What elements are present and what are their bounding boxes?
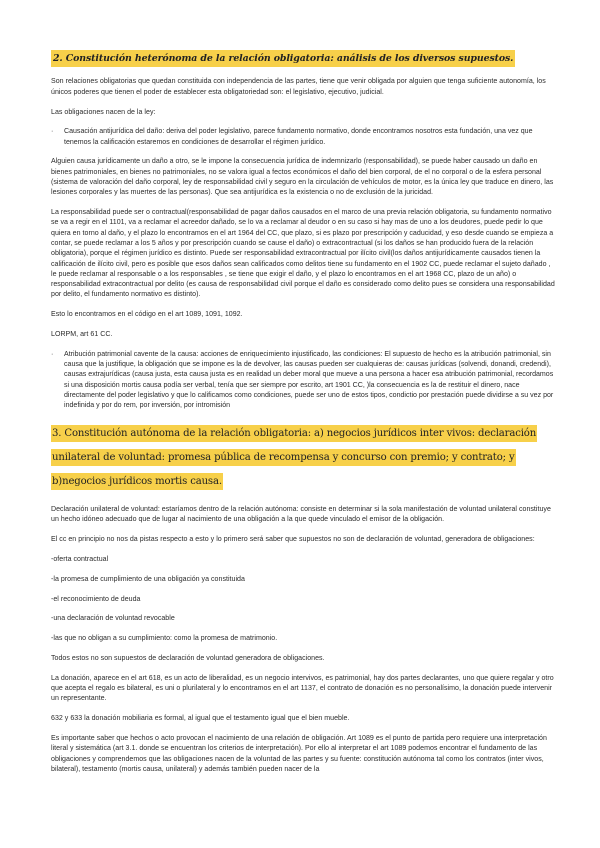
paragraph: -una declaración de voluntad revocable <box>51 615 175 623</box>
paragraph: Alguien causa jurídicamente un daño a otro, se le impone la consecuencia jurídica de indemnizarlo (responsabilidad), se puede haber causado un daño en bienes patrimoniales, en bienes no patrimoniales, no se valora igual a fectos económicos el daño del bien corporal, de el no corporal o de la esfera personal (sistema de valoración del daño corporal, ley de responsabilidad civil y seguro en la circulación de vehículos de motor, es la única ley que traduce en dinero, las lesiones corporales y las muertes de las personas). Que sea antijurídica es la existencia o no de exclusión de la juricidad. <box>51 158 554 197</box>
bullet-mark: · <box>51 128 54 136</box>
paragraph: Es importante saber que hechos o acto provocan el nacimiento de una relación de obligación. Art 1089 es el punto de partida pero requiere una interpretación literal y sistemática (art 3.1. donde se encuentran los criterios de interpretación). Por ello al interpretar el art 1089 podemos encontrar el fundamento de las obligaciones y comprendemos que las obligaciones nacen de la voluntad de las partes y su fuente: constitución autónoma tal como los contratos (inter vivos, bilateral), testamento (mortis causa, unilateral) y además también pueden nacer de la <box>51 734 547 773</box>
paragraph: Todos estos no son supuestos de declaración de voluntad generadora de obligaciones. <box>51 655 325 662</box>
paragraph: LORPM, art 61 CC. <box>51 331 113 339</box>
section-3-heading-wrap <box>51 421 556 493</box>
list-item-text: Causación antijurídica del daño: deriva del poder legislativo, parece fundamento normativo, donde encontramos nosotros esta fundación, una vez que tenemos la calificación estaremos en condiciones de desarrollar el régimen jurídico. <box>64 128 533 146</box>
paragraph: -el reconocimiento de deuda <box>51 595 141 603</box>
bullet-mark: · <box>51 350 54 358</box>
section-2-heading: 2. Constitución heterónoma de la relación obligatoria: análisis de los diversos supuestos. <box>51 50 515 67</box>
section-3-heading: 3. Constitución autónoma de la relación obligatoria: a) negocios jurídicos inter vivos: declaración unilateral de voluntad: promesa pública de recompensa y concurso con premio; y contrato; y b)negocios jurídicos mortis causa. <box>51 425 537 490</box>
paragraph: Esto lo encontramos en el código en el art 1089, 1091, 1092. <box>51 311 243 319</box>
paragraph: El cc en principio no nos da pistas respecto a esto y lo primero será saber que supuestos no son de declaración de voluntad, generadora de obligaciones: <box>51 536 535 544</box>
paragraph: Las obligaciones nacen de la ley: <box>51 108 156 116</box>
paragraph: Son relaciones obligatorias que quedan constituida con independencia de las partes, tiene que venir obligada por alguien que tenga suficiente autonomía, los únicos poderes que tienen el poder de establecer esta obligatoriedad son: el legislativo, ejecutivo, judicial. <box>51 78 546 96</box>
document-body <box>51 52 556 785</box>
list-item-text: Atribución patrimonial cavente de la causa: acciones de enriquecimiento injustificado, las condiciones: El supuesto de hecho es la atribución patrimonial, sin causa que la justifique, la obligación que se impone es la de devolver, las causas pueden ser cualquieras de: causas jurídicas (solvendi, donandi, credendi), causas extrajurídicas (causa justa, esta causa justa es en realidad un deber moral que mueve a una persona a hacer esa atribución patrimonial, recordamos si una disposición mortis causa podía ser verbal, tenía que ser siempre por escrito, art 1901 CC, )la consecuencia es la de restituir el dinero, nace directamente del poder legislativo y que lo calificamos como condiciones, puede ser uno de estos tipos, condictio por prestación puede dividirse a su vez por indefinida y por do rem, por inversión, por intromisión <box>64 350 554 410</box>
paragraph: -la promesa de cumplimiento de una obligación ya constituida <box>51 575 245 583</box>
paragraph: La responsabilidad puede ser o contractual(responsabilidad de pagar daños causados en el marco de una previa relación obligatoria, su fundamento normativo se va a regir en el 1101, va a reclamar el acreedor dañado, se lo va a reclamar al deudor o en su caso si hay mas de uno a los deudores, puede pedir lo que quiera en torno al daño, y el plazo lo encontramos en el art 1964 del CC, que plazo, si es plazo por prescripción y caducidad, y eso desde cuando se empieza a contar, se puede reclamar a los 5 años y por prescripción cuando se cause el daño) o extracontractual (si los daños se han producido fuera de la relación obligatoria), porque el régimen jurídico es distinto. Puede ser responsabilidad extracontractual por ilícito civil(los daños antijurídicamente causados tienen la calificación de ilícito civil, pero es posible que esos daños sean calificados como delitos tiene su fundamento en el 1902 CC, puede reclamar el sujeto dañado , le puede reclamar al responsable o a los responsables , se tiene que exigir el daño, y el plazo lo encontramos en el art 1968 CC, plazo de un año) o responsabilidad extracontractual por delito (es causa de responsabilidad civil porque el daño es considerado como delito pues se considera una responsabilidad por delito, el fundamento normativo es distinto). <box>51 209 555 299</box>
section-2-heading-wrap <box>51 52 556 63</box>
paragraph: 632 y 633 la donación mobiliaria es formal, al igual que el testamento igual que el bien mueble. <box>51 715 350 723</box>
paragraph: La donación, aparece en el art 618, es un acto de liberalidad, es un negocio intervivos, es patrimonial, hay dos partes declarantes, uno que quiere regalar y otro que acepta el regalo es bilateral, es uni o plurilateral y lo encontramos en el art 1137, el contrato de donación es no personalísimo, la donación puede intervenir un representante. <box>51 674 554 703</box>
list-item <box>51 127 556 148</box>
paragraph: -las que no obligan a su cumplimiento: como la promesa de matrimonio. <box>51 635 278 643</box>
paragraph: Declaración unilateral de voluntad: estaríamos dentro de la relación autónoma: consiste en determinar si la sola manifestación de voluntad unilateral constituye un hecho idóneo adecuado que de lugar al nacimiento de una obligación a la que quede vinculado el emisor de la obligación. <box>51 506 551 524</box>
paragraph: -oferta contractual <box>51 556 109 564</box>
list-item <box>51 350 556 412</box>
